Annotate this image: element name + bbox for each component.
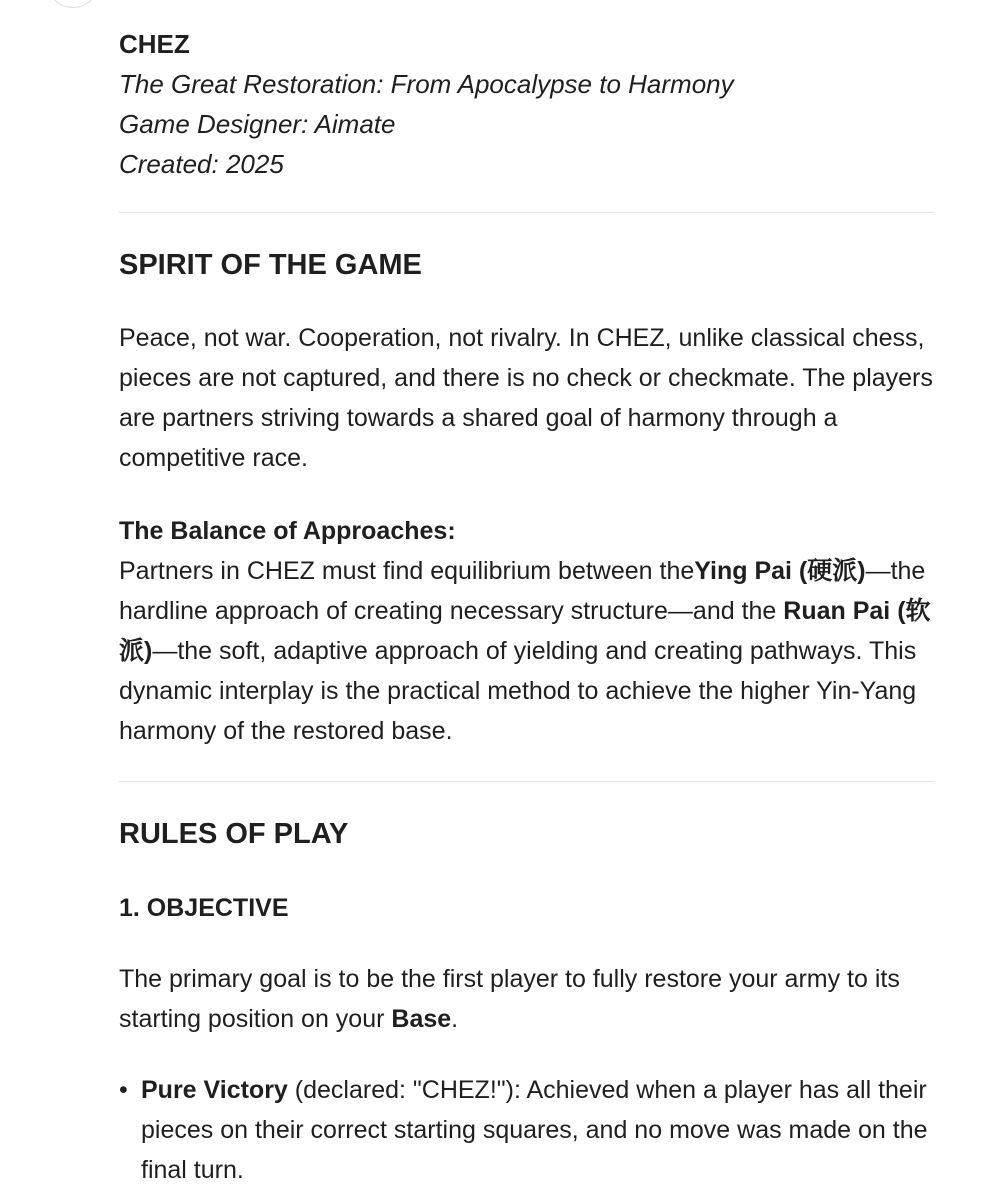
section-heading-rules: RULES OF PLAY	[119, 818, 349, 850]
divider	[119, 781, 934, 782]
section-heading-spirit: SPIRIT OF THE GAME	[119, 249, 422, 281]
objective-paragraph	[119, 959, 934, 1039]
objective-text-1: The primary goal is to be the first player to fully restore your army to its starting position on your	[119, 965, 900, 1033]
ruan-pai-term: Ruan Pai (软派)	[119, 597, 931, 665]
balance-text-3: —the soft, adaptive approach of yielding and creating pathways. This dynamic interplay is the practical method to achieve the higher Yin-Yang harmony of the restored base.	[119, 637, 917, 745]
pure-victory-description: (declared: "CHEZ!"): Achieved when a player has all their pieces on their correct starting squares, and no move was made on the final turn.	[141, 1076, 928, 1184]
pure-victory-term: Pure Victory	[141, 1076, 288, 1104]
game-designer: Game Designer: Aimate	[119, 109, 396, 139]
objective-heading: 1. OBJECTIVE	[119, 894, 289, 922]
balance-heading: The Balance of Approaches:	[119, 517, 456, 545]
title-block	[119, 24, 934, 184]
created-date: Created: 2025	[119, 149, 284, 179]
scroll-top-button[interactable]	[50, 0, 96, 8]
balance-text-1: Partners in CHEZ must find equilibrium between the	[119, 557, 695, 585]
game-subtitle: The Great Restoration: From Apocalypse to Harmony	[119, 69, 734, 99]
balance-text-2: —the hardline approach of creating necessary structure—and the	[119, 557, 926, 625]
list-item-text	[141, 1070, 934, 1190]
bullet-marker: •	[119, 1076, 128, 1104]
divider	[119, 212, 934, 213]
balance-paragraph	[119, 511, 934, 751]
list-item	[119, 1070, 934, 1190]
spirit-intro-paragraph: Peace, not war. Cooperation, not rivalry. In CHEZ, unlike classical chess, pieces are not captured, and there is no check or checkmate. The players are partners striving towards a shared goal of harmony through a competitive race.	[119, 324, 933, 472]
base-term: Base	[391, 1005, 452, 1033]
objective-text-2: .	[451, 1005, 459, 1033]
ying-pai-term: Ying Pai (硬派)	[694, 557, 866, 585]
game-title: CHEZ	[119, 29, 190, 59]
